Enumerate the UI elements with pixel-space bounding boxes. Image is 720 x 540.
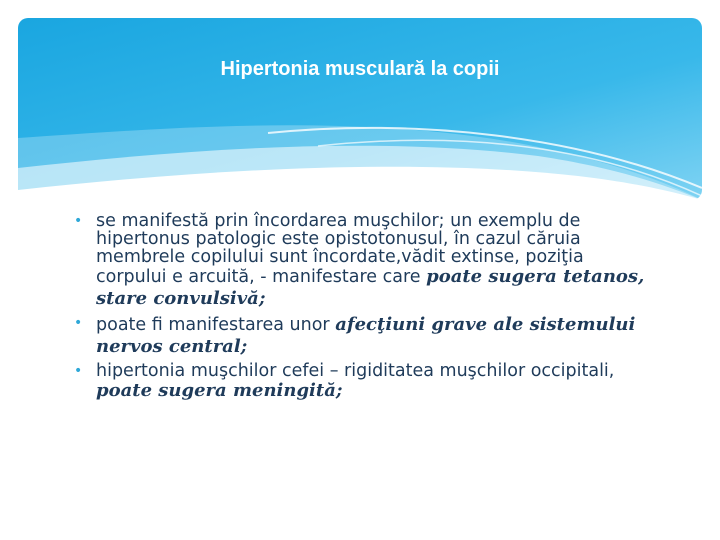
bullet-item xyxy=(58,212,658,310)
header-banner xyxy=(18,18,702,200)
bullet-dot-icon: • xyxy=(74,315,83,331)
bullet-text: hipertonia muşchilor cefei – rigiditatea muşchilor occipitali, xyxy=(96,361,615,381)
bullet-dot-icon: • xyxy=(74,213,83,229)
slide-title: Hipertonia musculară la copii xyxy=(220,58,500,80)
bullet-item xyxy=(58,362,658,402)
bullet-item xyxy=(58,314,658,358)
bullet-list xyxy=(58,212,658,406)
bullet-dot-icon: • xyxy=(74,363,83,379)
bullet-emphasis: poate sugera meningită; xyxy=(96,380,343,401)
bullet-text: se manifestă prin încordarea muşchilor; un exemplu de hipertonus patologic este opistotonusul, în cazul căruia membrele copilului sunt încordate,vădit extinse, poziţia corpului e arcuită, - manifestare care xyxy=(96,211,584,287)
bullet-text: poate fi manifestarea unor xyxy=(96,315,336,335)
bullet-emphasis: poate sugera tetanos, stare convulsivă; xyxy=(96,266,645,309)
bullet-emphasis: afecţiuni grave ale sistemului nervos central; xyxy=(96,314,636,357)
